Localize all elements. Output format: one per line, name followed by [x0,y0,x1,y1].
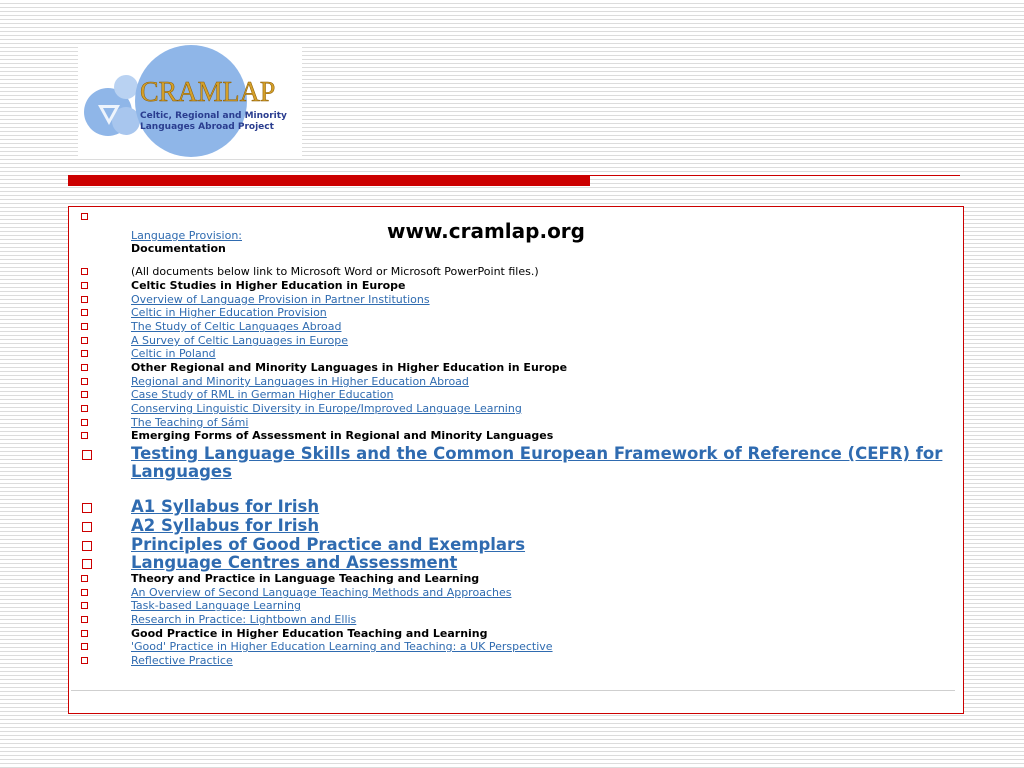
logo-title: CRAMLAP [140,77,276,108]
bullet-icon [81,323,88,330]
bullet-icon [81,337,88,344]
bullet-icon [82,450,92,460]
bullet-icon [81,616,88,623]
document-link[interactable]: 'Good' Practice in Higher Education Learning and Teaching: a UK Perspective [131,640,553,653]
document-link[interactable]: Testing Language Skills and the Common European Framework of Reference (CEFR) for Languages [131,444,943,481]
title-red-line [590,175,960,176]
document-link[interactable]: Conserving Linguistic Diversity in Europe/Improved Language Learning [131,402,522,415]
bullet-icon [82,541,92,551]
bullet-icon [81,350,88,357]
bullet-icon [81,309,88,316]
document-link[interactable]: A Survey of Celtic Languages in Europe [131,334,349,347]
bullet-icon [81,575,88,582]
bullet-icon [82,503,92,513]
section-heading: Good Practice in Higher Education Teaching and Learning [131,627,488,640]
bullet-icon [82,522,92,532]
section-heading: Emerging Forms of Assessment in Regional and Minority Languages [131,429,554,442]
document-link[interactable]: Celtic in Higher Education Provision [131,306,327,319]
bullet-icon [81,364,88,371]
document-link[interactable]: Overview of Language Provision in Partner Institutions [131,293,430,306]
document-link[interactable]: Language Centres and Assessment [131,553,458,572]
document-link[interactable]: The Teaching of Sámi [131,416,249,429]
document-link[interactable]: Reflective Practice [131,654,233,667]
website-url: www.cramlap.org [387,219,585,243]
bullet-icon [81,296,88,303]
document-link[interactable]: Principles of Good Practice and Exemplars [131,535,526,554]
cramlap-logo [78,45,302,159]
document-link[interactable]: An Overview of Second Language Teaching Methods and Approaches [131,586,512,599]
document-link[interactable]: Task-based Language Learning [131,599,301,612]
logo-subtitle-line1: Celtic, Regional and Minority [140,111,287,121]
logo-subtitle-line2: Languages Abroad Project [140,122,274,132]
bullet-icon [81,432,88,439]
footer-divider [71,690,955,691]
section-heading: Celtic Studies in Higher Education in Europe [131,279,406,292]
section-heading: Theory and Practice in Language Teaching and Learning [131,572,480,585]
document-link[interactable]: Regional and Minority Languages in Higher Education Abroad [131,375,469,388]
bullet-icon [81,630,88,637]
title-red-bar [68,175,590,186]
bullet-icon [81,419,88,426]
bullet-icon [81,657,88,664]
bullet-icon [81,282,88,289]
document-link[interactable]: A2 Syllabus for Irish [131,516,320,535]
bullet-icon [81,602,88,609]
section-heading: Other Regional and Minority Languages in Higher Education in Europe [131,361,568,374]
bullet-icon [81,589,88,596]
document-link[interactable]: A1 Syllabus for Irish [131,497,320,516]
documentation-label: Documentation [131,242,226,255]
bullet-icon [81,405,88,412]
bullet-icon [81,643,88,650]
document-link[interactable]: Research in Practice: Lightbown and Ellis [131,613,357,626]
document-link[interactable]: The Study of Celtic Languages Abroad [131,320,342,333]
document-link[interactable]: Celtic in Poland [131,347,216,360]
bullet-icon [81,378,88,385]
bullet-icon [81,213,88,220]
language-provision-link[interactable]: Language Provision: [131,229,242,242]
bullet-icon [81,391,88,398]
note-text: (All documents below link to Microsoft Word or Microsoft PowerPoint files.) [131,265,539,278]
bullet-icon [82,559,92,569]
content-box [68,206,964,714]
document-link[interactable]: Case Study of RML in German Higher Education [131,388,394,401]
bullet-icon [81,268,88,275]
